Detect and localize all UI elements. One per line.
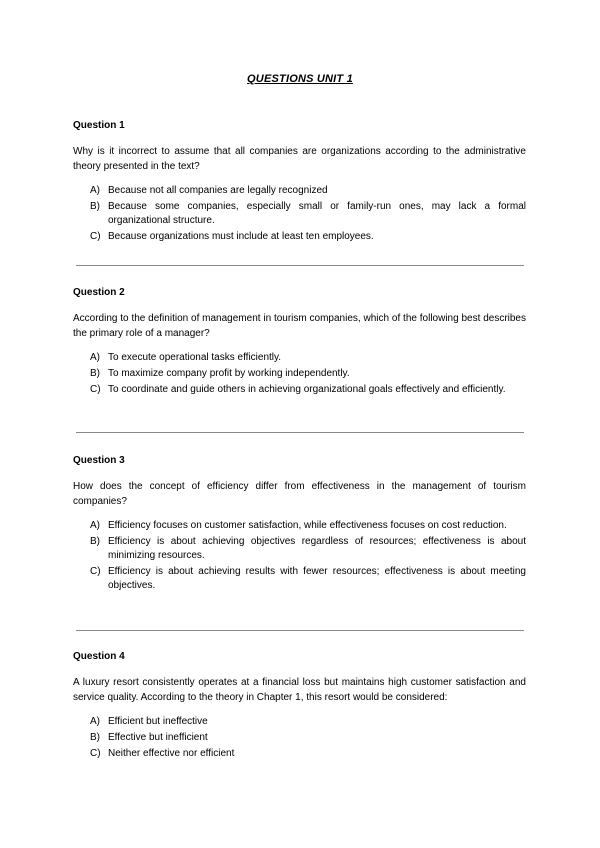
option-text: Because organizations must include at least ten employees. (108, 231, 374, 242)
option-letter: A) (90, 716, 100, 727)
question-text: A luxury resort consistently operates at a financial loss but maintains high customer satisfaction and service quality. According to the theory in Chapter 1, this resort would be considered: (73, 677, 526, 703)
question-3 (73, 454, 526, 595)
question-text: Why is it incorrect to assume that all companies are organizations according to the administrative theory presented in the text? (73, 146, 526, 172)
option-letter: B) (90, 368, 100, 379)
answer-option-b (73, 200, 526, 228)
section-divider (76, 265, 524, 266)
option-text: To maximize company profit by working independently. (108, 368, 350, 379)
answer-option-a (73, 351, 526, 365)
option-letter: C) (90, 384, 101, 395)
answer-options (73, 715, 526, 761)
option-text: Effective but inefficient (108, 732, 208, 743)
question-text: How does the concept of efficiency differ from effectiveness in the management of tourism companies? (73, 481, 526, 507)
option-letter: A) (90, 185, 100, 196)
question-4 (73, 650, 526, 763)
option-letter: A) (90, 520, 100, 531)
answer-option-b (73, 535, 526, 563)
option-letter: C) (90, 231, 101, 242)
option-text: Efficiency is about achieving results with fewer resources; effectiveness is about meeting objectives. (108, 566, 526, 591)
option-text: Efficient but ineffective (108, 716, 208, 727)
answer-option-c (73, 747, 526, 761)
question-2 (73, 286, 526, 399)
option-letter: B) (90, 732, 100, 743)
option-text: Neither effective nor efficient (108, 748, 235, 759)
option-letter: B) (90, 536, 100, 547)
answer-option-b (73, 731, 526, 745)
answer-option-a (73, 184, 526, 198)
option-letter: C) (90, 748, 101, 759)
question-heading: Question 3 (73, 455, 125, 466)
question-heading: Question 1 (73, 120, 125, 131)
answer-option-a (73, 715, 526, 729)
answer-options (73, 519, 526, 593)
answer-option-c (73, 230, 526, 244)
answer-option-c (73, 383, 526, 397)
answer-options (73, 184, 526, 244)
answer-option-a (73, 519, 526, 533)
answer-option-b (73, 367, 526, 381)
section-divider (76, 432, 524, 433)
option-text: To coordinate and guide others in achieving organizational goals effectively and efficiently. (108, 384, 506, 395)
section-divider (76, 630, 524, 631)
question-heading: Question 4 (73, 651, 125, 662)
answer-options (73, 351, 526, 397)
option-letter: C) (90, 566, 101, 577)
answer-option-c (73, 565, 526, 593)
page-title: QUESTIONS UNIT 1 (247, 73, 353, 85)
question-1 (73, 119, 526, 246)
option-letter: A) (90, 352, 100, 363)
option-text: To execute operational tasks efficiently. (108, 352, 282, 363)
question-text: According to the definition of management in tourism companies, which of the following best describes the primary role of a manager? (73, 313, 526, 339)
question-heading: Question 2 (73, 287, 125, 298)
option-text: Efficiency focuses on customer satisfaction, while effectiveness focuses on cost reduction. (108, 520, 507, 531)
option-text: Because some companies, especially small or family-run ones, may lack a formal organizational structure. (108, 201, 526, 226)
option-letter: B) (90, 201, 100, 212)
option-text: Because not all companies are legally recognized (108, 185, 328, 196)
option-text: Efficiency is about achieving objectives regardless of resources; effectiveness is about minimizing resources. (108, 536, 526, 561)
